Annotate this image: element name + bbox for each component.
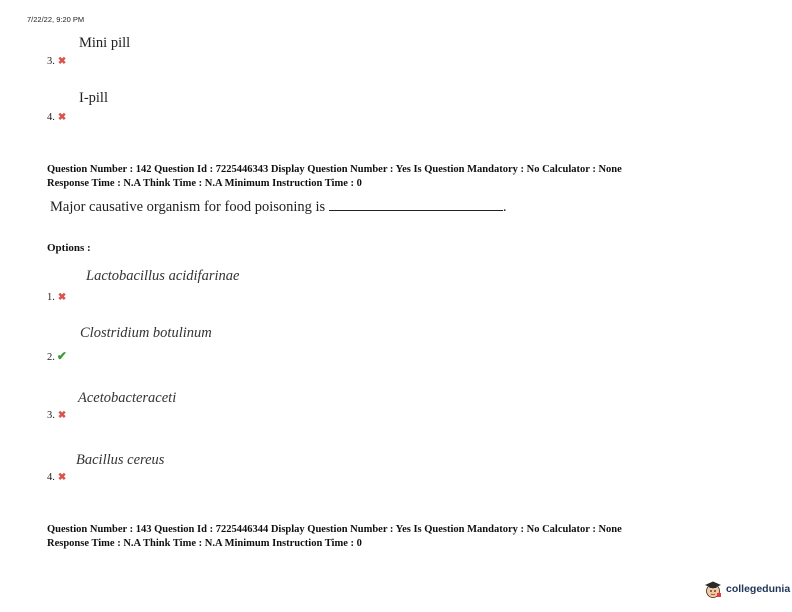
prev-option-3-text: Mini pill: [79, 35, 131, 51]
cross-icon: ✖: [57, 112, 67, 123]
question-meta-line2: Response Time : N.A Think Time : N.A Minimum Instruction Time : 0: [47, 178, 362, 189]
question-meta-line1: Question Number : 142 Question Id : 7225446343 Display Question Number : Yes Is Question Mandatory : No Calculator : None: [47, 164, 622, 175]
option-number: 2.: [47, 352, 55, 363]
option-number: 1.: [47, 292, 55, 303]
question-143-meta: [47, 523, 622, 551]
question-stem: Major causative organism for food poisoning is: [50, 199, 326, 215]
option-number: 4.: [47, 112, 55, 123]
option-4-text: Bacillus cereus: [76, 452, 165, 468]
checkmark-icon: ✔: [56, 349, 67, 363]
brand-logo: [703, 579, 790, 599]
cross-icon: ✖: [57, 292, 67, 303]
option-number: 4.: [47, 472, 55, 483]
option-3-text: Acetobacteraceti: [78, 390, 177, 406]
question-142-meta: [47, 163, 622, 191]
cross-icon: ✖: [57, 56, 67, 67]
prev-option-4-marker: [47, 112, 66, 123]
prev-option-3-marker: [47, 56, 66, 67]
cross-icon: ✖: [57, 410, 67, 421]
option-1-marker: [47, 292, 66, 303]
option-number: 3.: [47, 56, 55, 67]
options-label: Options :: [47, 242, 91, 254]
graduate-mascot-icon: [703, 579, 723, 599]
option-2-text: Clostridium botulinum: [80, 325, 212, 341]
option-1-text: Lactobacillus acidifarinae: [86, 268, 240, 284]
question-meta-line1: Question Number : 143 Question Id : 7225446344 Display Question Number : Yes Is Question Mandatory : No Calculator : None: [47, 524, 622, 535]
prev-option-4-text: I-pill: [79, 90, 108, 106]
print-timestamp: 7/22/22, 9:20 PM: [27, 15, 85, 24]
option-3-marker: [47, 410, 66, 421]
option-2-marker: [47, 349, 67, 364]
option-number: 3.: [47, 410, 55, 421]
brand-name: collegedunia: [726, 582, 791, 595]
question-142-text: [50, 198, 506, 216]
cross-icon: ✖: [57, 472, 67, 483]
answer-blank: [329, 198, 503, 211]
question-end: .: [502, 199, 507, 215]
option-4-marker: [47, 472, 66, 483]
question-meta-line2: Response Time : N.A Think Time : N.A Minimum Instruction Time : 0: [47, 538, 362, 549]
